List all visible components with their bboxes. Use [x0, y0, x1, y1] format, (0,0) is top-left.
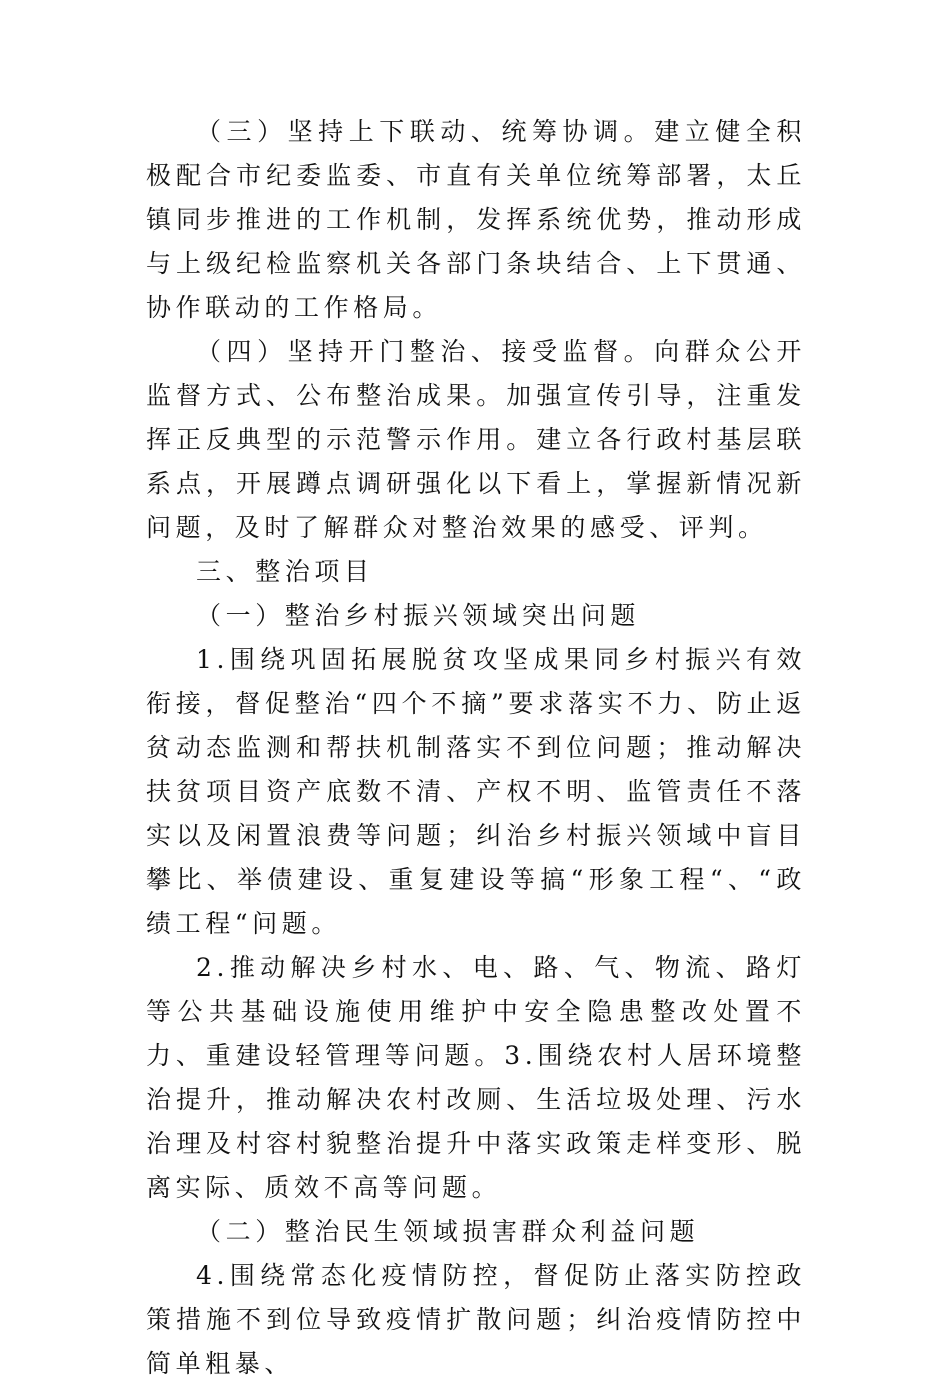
- paragraph-item-4: 4.围绕常态化疫情防控，督促防止落实防控政策措施不到位导致疫情扩散问题；纠治疫情防控中简单粗暴、: [146, 1261, 806, 1378]
- paragraph-item-1: 1.围绕巩固拓展脱贫攻坚成果同乡村振兴有效衔接，督促整治“四个不摘”要求落实不力、防止返贫动态监测和帮扶机制落实不到位问题；推动解决扶贫项目资产底数不清、产权不明、监管责任不落实以及闲置浪费等问题；纠治乡村振兴领域中盲目攀比、举债建设、重复建设等搞“形象工程“、“政绩工程“问题。: [146, 645, 806, 938]
- paragraph-item-2-3: 2.推动解决乡村水、电、路、气、物流、路灯等公共基础设施使用维护中安全隐患整改处置不力、重建设轻管理等问题。3.围绕农村人居环境整治提升，推动解决农村改厕、生活垃圾处理、污水治理及村容村貌整治提升中落实政策走样变形、脱离实际、质效不高等问题。: [146, 953, 806, 1202]
- document-body: [146, 110, 806, 1386]
- paragraph-open-supervision: （四）坚持开门整治、接受监督。向群众公开监督方式、公布整治成果。加强宣传引导，注重发挥正反典型的示范警示作用。建立各行政村基层联系点，开展蹲点调研强化以下看上，掌握新情况新问题，及时了解群众对整治效果的感受、评判。: [146, 337, 806, 542]
- subheading-rural-revitalization: （一）整治乡村振兴领域突出问题: [196, 601, 641, 630]
- section-heading-rectification-items: 三、整治项目: [196, 557, 374, 586]
- paragraph-coordination: （三）坚持上下联动、统筹协调。建立健全积极配合市纪委监委、市直有关单位统筹部署，太丘镇同步推进的工作机制，发挥系统优势，推动形成与上级纪检监察机关各部门条块结合、上下贯通、协作联动的工作格局。: [146, 117, 806, 322]
- subheading-livelihood: （二）整治民生领域损害群众利益问题: [196, 1217, 700, 1246]
